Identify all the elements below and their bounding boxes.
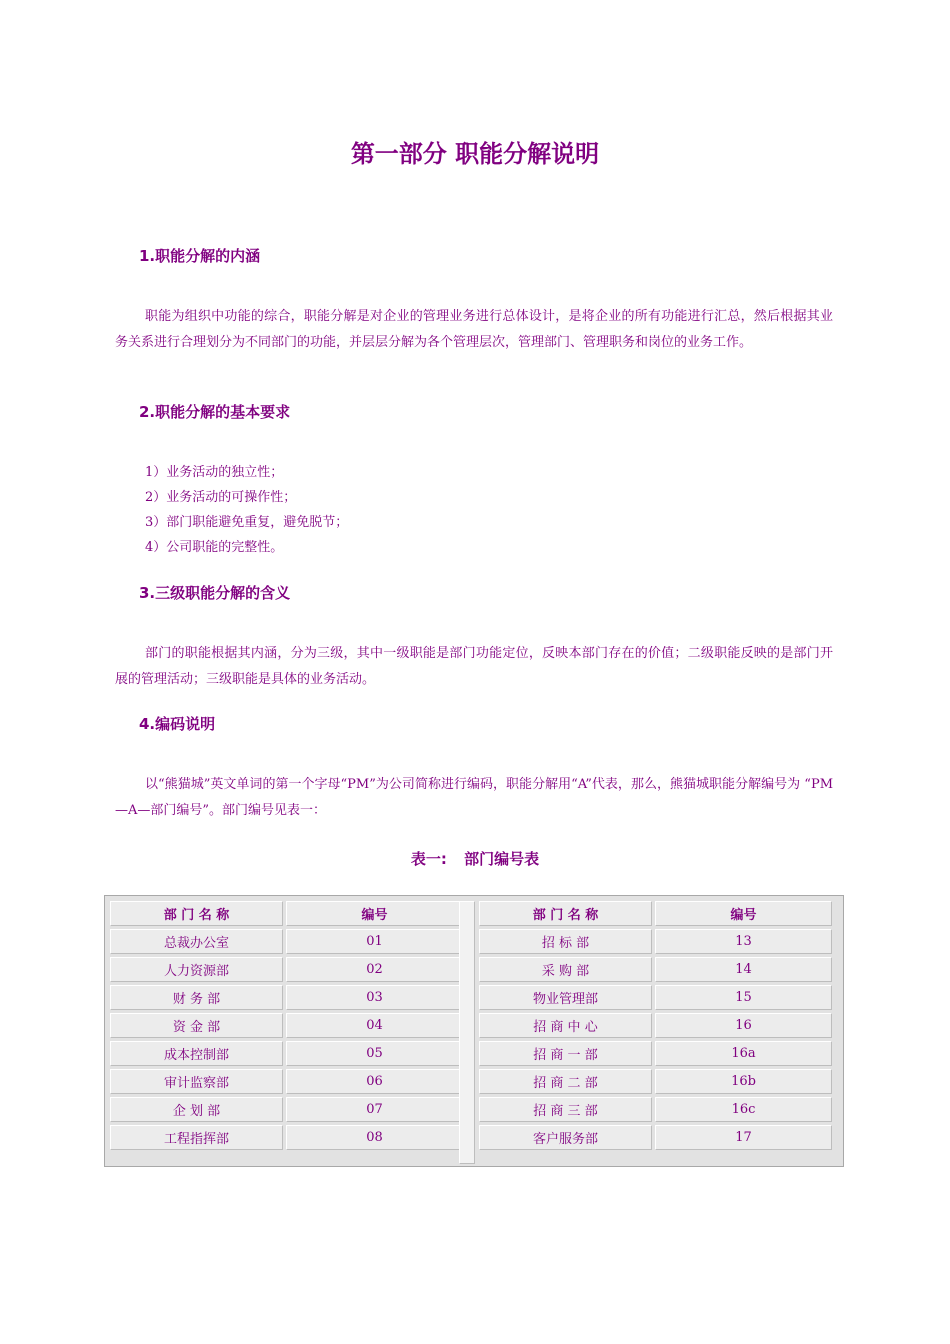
list-item: 2）业务活动的可操作性； (145, 490, 297, 505)
department-code-cell: 06 (286, 1069, 463, 1094)
department-code-cell: 16 (655, 1013, 832, 1038)
department-name-cell: 工程指挥部 (110, 1125, 283, 1150)
section-paragraph-1: 职能为组织中功能的综合，职能分解是对企业的管理业务进行总体设计，是将企业的所有功能进行汇总，然后根据其业务关系进行合理划分为不同部门的功能，并层层分解为各个管理层次，管理部门、管理职务和岗位的业务工作。 (115, 309, 833, 350)
table-row (110, 1041, 463, 1066)
table-left-half (107, 898, 466, 1153)
department-code-cell: 16b (655, 1069, 832, 1094)
table-row (479, 1097, 832, 1122)
department-name-cell: 企 划 部 (110, 1097, 283, 1122)
department-code-cell: 07 (286, 1097, 463, 1122)
department-name-cell: 财 务 部 (110, 985, 283, 1010)
table-row (479, 957, 832, 982)
table-row (110, 1097, 463, 1122)
department-name-cell: 审计监察部 (110, 1069, 283, 1094)
table-divider (459, 901, 475, 1164)
department-name-cell: 客户服务部 (479, 1125, 652, 1150)
department-code-cell: 17 (655, 1125, 832, 1150)
department-name-cell: 人力资源部 (110, 957, 283, 982)
header-department-name: 部 门 名 称 (110, 901, 283, 926)
table-row (110, 1069, 463, 1094)
department-name-cell: 招 商 三 部 (479, 1097, 652, 1122)
table-right-half (476, 898, 835, 1153)
table-row (110, 1013, 463, 1038)
page-title: 第一部分 职能分解说明 (350, 140, 600, 168)
department-name-cell: 总裁办公室 (110, 929, 283, 954)
department-code-cell: 16a (655, 1041, 832, 1066)
header-code: 编号 (286, 901, 463, 926)
department-name-cell: 招 商 二 部 (479, 1069, 652, 1094)
department-code-cell: 04 (286, 1013, 463, 1038)
department-code-cell: 08 (286, 1125, 463, 1150)
table-row (479, 1041, 832, 1066)
table-row (110, 985, 463, 1010)
department-code-table (104, 895, 844, 1167)
list-item: 1）业务活动的独立性； (145, 465, 284, 480)
department-name-cell: 招 商 一 部 (479, 1041, 652, 1066)
list-item: 4）公司职能的完整性。 (145, 540, 284, 555)
department-name-cell: 采 购 部 (479, 957, 652, 982)
table-row (110, 957, 463, 982)
list-item: 3）部门职能避免重复，避免脱节； (145, 515, 349, 530)
department-name-cell: 招 标 部 (479, 929, 652, 954)
section-heading-2: 2.职能分解的基本要求 (139, 403, 291, 421)
department-code-cell: 05 (286, 1041, 463, 1066)
department-code-cell: 01 (286, 929, 463, 954)
department-name-cell: 资 金 部 (110, 1013, 283, 1038)
department-code-cell: 02 (286, 957, 463, 982)
table-caption-title: 部门编号表 (464, 850, 540, 868)
department-code-cell: 13 (655, 929, 832, 954)
table-caption-label: 表一: (410, 850, 447, 868)
section-heading-4: 4.编码说明 (139, 715, 216, 733)
table-row (479, 1013, 832, 1038)
department-code-cell: 03 (286, 985, 463, 1010)
table-row (110, 929, 463, 954)
table-header-row (479, 901, 832, 926)
header-department-name: 部 门 名 称 (479, 901, 652, 926)
table-header-row (110, 901, 463, 926)
department-name-cell: 招 商 中 心 (479, 1013, 652, 1038)
table-row (110, 1125, 463, 1150)
table-row (479, 929, 832, 954)
department-name-cell: 物业管理部 (479, 985, 652, 1010)
table-row (479, 1125, 832, 1150)
department-code-cell: 15 (655, 985, 832, 1010)
header-code: 编号 (655, 901, 832, 926)
requirements-list (145, 460, 348, 560)
table-row (479, 1069, 832, 1094)
section-paragraph-3: 部门的职能根据其内涵，分为三级，其中一级职能是部门功能定位，反映本部门存在的价值；二级职能反映的是部门开展的管理活动；三级职能是具体的业务活动。 (115, 646, 833, 687)
department-name-cell: 成本控制部 (110, 1041, 283, 1066)
section-heading-1: 1.职能分解的内涵 (139, 247, 261, 265)
department-code-cell: 16c (655, 1097, 832, 1122)
department-code-cell: 14 (655, 957, 832, 982)
section-heading-3: 3.三级职能分解的含义 (139, 584, 291, 602)
table-row (479, 985, 832, 1010)
table-caption (0, 848, 950, 870)
section-paragraph-4: 以“熊猫城”英文单词的第一个字母“PM”为公司简称进行编码，职能分解用“A”代表，那么，熊猫城职能分解编号为 “PM—A—部门编号”。部门编号见表一： (115, 777, 833, 818)
